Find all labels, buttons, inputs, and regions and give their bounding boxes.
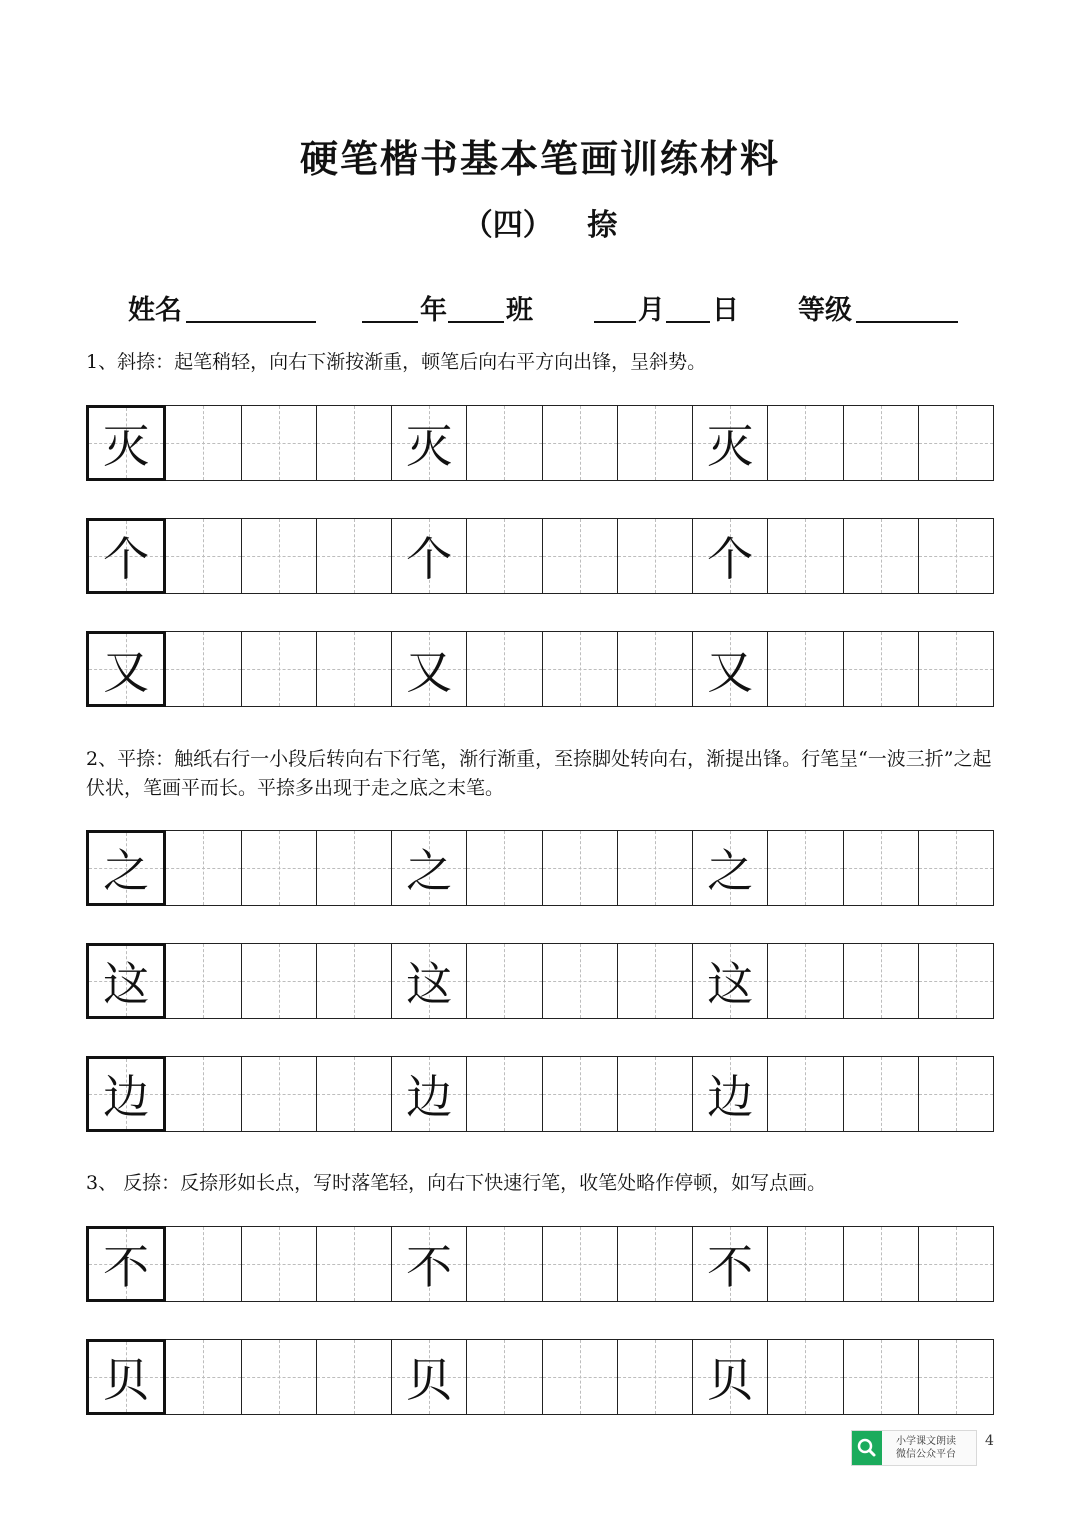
grade-label: 等级	[798, 295, 852, 326]
grid-cell[interactable]	[317, 830, 392, 906]
student-info	[128, 288, 968, 328]
model-character: 这	[406, 957, 453, 1011]
grid-cell[interactable]	[166, 1339, 241, 1415]
grid-cell[interactable]	[166, 631, 241, 707]
grid-cell[interactable]	[543, 631, 618, 707]
grid-cell[interactable]	[693, 830, 768, 906]
grid-cell[interactable]	[919, 1226, 994, 1302]
grid-cell[interactable]	[844, 830, 919, 906]
grid-cell[interactable]	[242, 943, 317, 1019]
model-character: 贝	[707, 1353, 754, 1407]
grid-cell[interactable]	[467, 405, 542, 481]
model-character: 不	[103, 1240, 150, 1294]
brand-line-1: 小学课文朗读	[896, 1436, 956, 1447]
instruction-flat-na: 2、平捺：触纸右行一小段后转向右下行笔，渐行渐重，至捺脚处转向右，渐提出锋。行笔呈“一波三折”之起伏状，笔画平而长。平捺多出现于走之底之末笔。	[86, 748, 992, 799]
model-character: 个	[707, 532, 754, 586]
page-number: 4	[985, 1433, 994, 1449]
practice-row	[86, 1226, 994, 1302]
grid-cell[interactable]	[693, 631, 768, 707]
grid-cell[interactable]	[543, 1056, 618, 1132]
grid-cell[interactable]	[317, 1339, 392, 1415]
grid-cell[interactable]	[166, 405, 241, 481]
grid-cell[interactable]	[86, 405, 166, 481]
model-character: 之	[707, 844, 754, 898]
grid-cell[interactable]	[392, 518, 467, 594]
grid-cell[interactable]	[317, 943, 392, 1019]
grid-cell[interactable]	[166, 830, 241, 906]
grid-cell[interactable]	[317, 518, 392, 594]
model-character: 不	[406, 1240, 453, 1294]
grid-cell[interactable]	[919, 631, 994, 707]
grid-cell[interactable]	[166, 943, 241, 1019]
grid-cell[interactable]	[86, 631, 166, 707]
grid-cell[interactable]	[317, 631, 392, 707]
grid-cell[interactable]	[618, 1056, 693, 1132]
grid-cell[interactable]	[317, 405, 392, 481]
grid-cell[interactable]	[844, 631, 919, 707]
model-character: 这	[707, 957, 754, 1011]
grid-cell[interactable]	[768, 1056, 843, 1132]
grid-cell[interactable]	[86, 1339, 166, 1415]
model-character: 贝	[406, 1353, 453, 1407]
grid-cell[interactable]	[242, 1056, 317, 1132]
model-character: 个	[406, 532, 453, 586]
grade-field[interactable]	[856, 321, 958, 323]
grid-cell[interactable]	[86, 1056, 166, 1132]
grid-cell[interactable]	[467, 943, 542, 1019]
model-character: 又	[707, 645, 754, 699]
grid-cell[interactable]	[543, 1226, 618, 1302]
grid-cell[interactable]	[166, 1226, 241, 1302]
grid-cell[interactable]	[86, 830, 166, 906]
grid-cell[interactable]	[768, 631, 843, 707]
grid-cell[interactable]	[844, 943, 919, 1019]
grid-cell[interactable]	[768, 830, 843, 906]
search-icon	[852, 1431, 882, 1465]
grid-cell[interactable]	[467, 1339, 542, 1415]
grid-cell[interactable]	[392, 830, 467, 906]
model-character: 边	[103, 1070, 150, 1124]
practice-row	[86, 1339, 994, 1415]
grid-cell[interactable]	[317, 1226, 392, 1302]
model-character: 个	[103, 532, 150, 586]
grid-cell[interactable]	[618, 405, 693, 481]
grid-cell[interactable]	[693, 518, 768, 594]
grid-cell[interactable]	[693, 1056, 768, 1132]
name-label: 姓名	[128, 295, 182, 326]
grid-cell[interactable]	[618, 518, 693, 594]
month-label: 月	[638, 295, 665, 326]
instruction-oblique-na: 1、斜捺：起笔稍轻，向右下渐按渐重，顿笔后向右平方向出锋，呈斜势。	[86, 351, 707, 373]
page-subtitle	[0, 200, 1080, 244]
grid-cell[interactable]	[242, 518, 317, 594]
grid-cell[interactable]	[242, 405, 317, 481]
model-character: 之	[103, 844, 150, 898]
grid-cell[interactable]	[768, 1339, 843, 1415]
grid-cell[interactable]	[467, 830, 542, 906]
name-field[interactable]	[186, 321, 316, 323]
grid-cell[interactable]	[618, 830, 693, 906]
practice-row	[86, 405, 994, 481]
grid-cell[interactable]	[768, 943, 843, 1019]
grid-cell[interactable]	[919, 830, 994, 906]
subtitle-number: （四）	[462, 208, 553, 243]
grid-cell[interactable]	[467, 1226, 542, 1302]
model-character: 之	[406, 844, 453, 898]
grid-cell[interactable]	[543, 405, 618, 481]
grid-cell[interactable]	[467, 1056, 542, 1132]
grid-cell[interactable]	[844, 1339, 919, 1415]
grid-cell[interactable]	[844, 1056, 919, 1132]
model-character: 这	[103, 957, 150, 1011]
grid-cell[interactable]	[242, 830, 317, 906]
grid-cell[interactable]	[543, 943, 618, 1019]
grid-cell[interactable]	[693, 1339, 768, 1415]
grid-cell[interactable]	[166, 1056, 241, 1132]
grid-cell[interactable]	[618, 1226, 693, 1302]
brand-line-2: 微信公众平台	[896, 1449, 956, 1460]
grid-cell[interactable]	[693, 405, 768, 481]
grid-cell[interactable]	[768, 1226, 843, 1302]
grid-cell[interactable]	[392, 1056, 467, 1132]
grid-cell[interactable]	[844, 1226, 919, 1302]
grid-cell[interactable]	[844, 405, 919, 481]
grid-cell[interactable]	[543, 1339, 618, 1415]
year-field[interactable]	[362, 321, 418, 323]
model-character: 边	[406, 1070, 453, 1124]
day-field[interactable]	[666, 321, 710, 323]
practice-row	[86, 1056, 994, 1132]
grid-cell[interactable]	[543, 830, 618, 906]
model-character: 边	[707, 1070, 754, 1124]
grid-cell[interactable]	[467, 631, 542, 707]
grid-cell[interactable]	[86, 943, 166, 1019]
grid-cell[interactable]	[392, 1226, 467, 1302]
grid-cell[interactable]	[768, 518, 843, 594]
grid-cell[interactable]	[919, 1339, 994, 1415]
grid-cell[interactable]	[392, 631, 467, 707]
grid-cell[interactable]	[242, 631, 317, 707]
grid-cell[interactable]	[618, 631, 693, 707]
subtitle-stroke: 捺	[587, 208, 618, 243]
grid-cell[interactable]	[317, 1056, 392, 1132]
grid-cell[interactable]	[919, 518, 994, 594]
grid-cell[interactable]	[166, 518, 241, 594]
model-character: 不	[707, 1240, 754, 1294]
class-label: 班	[506, 295, 533, 326]
grid-cell[interactable]	[392, 1339, 467, 1415]
practice-row	[86, 631, 994, 707]
grid-cell[interactable]	[392, 405, 467, 481]
year-label: 年	[420, 295, 447, 326]
grid-cell[interactable]	[392, 943, 467, 1019]
grid-cell[interactable]	[919, 405, 994, 481]
model-character: 又	[103, 645, 150, 699]
grid-cell[interactable]	[693, 943, 768, 1019]
day-label: 日	[712, 295, 739, 326]
grid-cell[interactable]	[618, 1339, 693, 1415]
grid-cell[interactable]	[618, 943, 693, 1019]
month-field[interactable]	[594, 321, 636, 323]
model-character: 灭	[406, 419, 453, 473]
grid-cell[interactable]	[86, 1226, 166, 1302]
grid-cell[interactable]	[693, 1226, 768, 1302]
practice-row	[86, 830, 994, 906]
model-character: 贝	[103, 1353, 150, 1407]
page-title: 硬笔楷书基本笔画训练材料	[299, 137, 780, 181]
grid-cell[interactable]	[919, 943, 994, 1019]
grid-cell[interactable]	[86, 518, 166, 594]
grid-cell[interactable]	[768, 405, 843, 481]
grid-cell[interactable]	[242, 1339, 317, 1415]
class-field[interactable]	[448, 321, 504, 323]
model-character: 灭	[103, 419, 150, 473]
wechat-brand-badge[interactable]	[851, 1430, 977, 1466]
grid-cell[interactable]	[919, 1056, 994, 1132]
model-character: 又	[406, 645, 453, 699]
instruction-reverse-na: 3、 反捺：反捺形如长点，写时落笔轻，向右下快速行笔，收笔处略作停顿，如写点画。	[86, 1172, 827, 1194]
grid-cell[interactable]	[467, 518, 542, 594]
grid-cell[interactable]	[844, 518, 919, 594]
grid-cell[interactable]	[242, 1226, 317, 1302]
grid-cell[interactable]	[543, 518, 618, 594]
model-character: 灭	[707, 419, 754, 473]
practice-row	[86, 943, 994, 1019]
practice-row	[86, 518, 994, 594]
